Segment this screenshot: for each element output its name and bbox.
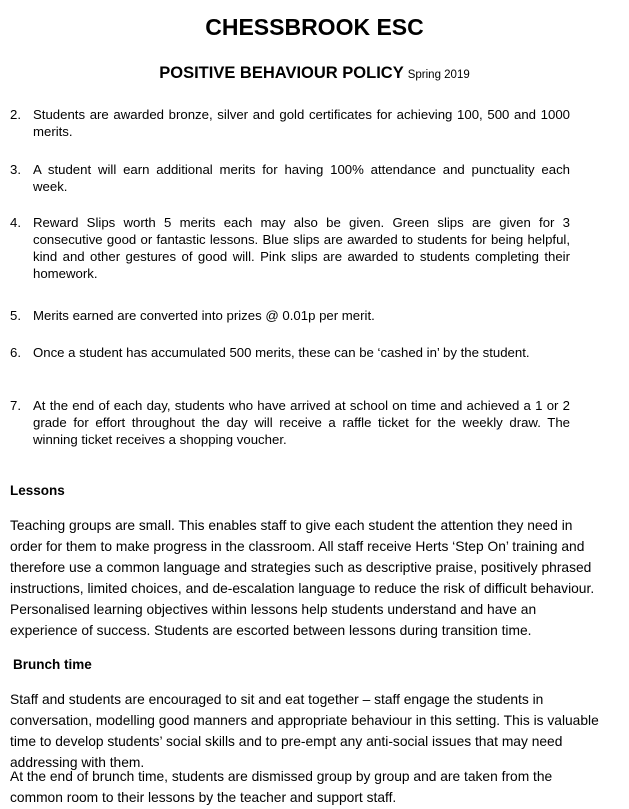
list-text: Students are awarded bronze, silver and gold certificates for achieving 100, 500 and 1000 merits. <box>33 107 570 139</box>
list-text: At the end of each day, students who have arrived at school on time and achieved a 1 or 2 grade for effort throughout the day will receive a raffle ticket for the weekly draw. The winning ticket receives a shopping voucher. <box>33 398 570 447</box>
list-text: Reward Slips worth 5 merits each may also be given. Green slips are given for 3 consecutive good or fantastic lessons. Blue slips are awarded to students for being helpful, kind and other gestures of good will. Pink slips are awarded to students completing their homework. <box>33 215 570 281</box>
brunch-paragraph: Staff and students are encouraged to sit and eat together – staff engage the students in conversation, modelling good manners and appropriate behaviour in this setting. This is valuable time to develop students’ social skills and to pre-empt any anti-social issues that may need addressing with them. <box>10 692 599 770</box>
list-number: 5. <box>10 308 21 323</box>
list-item <box>10 397 570 448</box>
list-item <box>10 344 570 361</box>
document-title: CHESSBROOK ESC <box>205 14 424 40</box>
policy-title: POSITIVE BEHAVIOUR POLICY <box>159 64 404 82</box>
list-item <box>10 307 570 324</box>
document-subtitle <box>0 64 629 83</box>
list-number: 7. <box>10 398 21 413</box>
policy-term: Spring 2019 <box>407 69 470 81</box>
brunch-dismissal-paragraph: At the end of brunch time, students are dismissed group by group and are taken from the common room to their lessons by the teacher and support staff. <box>10 769 553 805</box>
list-number: 6. <box>10 345 21 360</box>
list-item <box>10 214 570 282</box>
list-text: A student will earn additional merits for having 100% attendance and punctuality each week. <box>33 162 570 194</box>
list-text: Merits earned are converted into prizes @ 0.01p per merit. <box>33 308 375 323</box>
section-heading-brunch: Brunch time <box>13 657 92 672</box>
section-heading-lessons: Lessons <box>10 483 65 498</box>
lessons-paragraph: Teaching groups are small. This enables staff to give each student the attention they need in order for them to make progress in the classroom. All staff receive Herts ‘Step On’ training and therefore use a common language and strategies such as descriptive praise, positively phrased instructions, limited choices, and de-escalation language to reduce the risk of difficult behaviour. Personalised learning objectives within lessons help students understand and have an experience of success. Students are escorted between lessons during transition time. <box>10 518 595 638</box>
list-number: 3. <box>10 162 21 177</box>
list-text: Once a student has accumulated 500 merits, these can be ‘cashed in’ by the student. <box>33 345 530 360</box>
list-number: 2. <box>10 107 21 122</box>
list-item <box>10 161 570 195</box>
list-item <box>10 106 570 140</box>
list-number: 4. <box>10 215 21 230</box>
